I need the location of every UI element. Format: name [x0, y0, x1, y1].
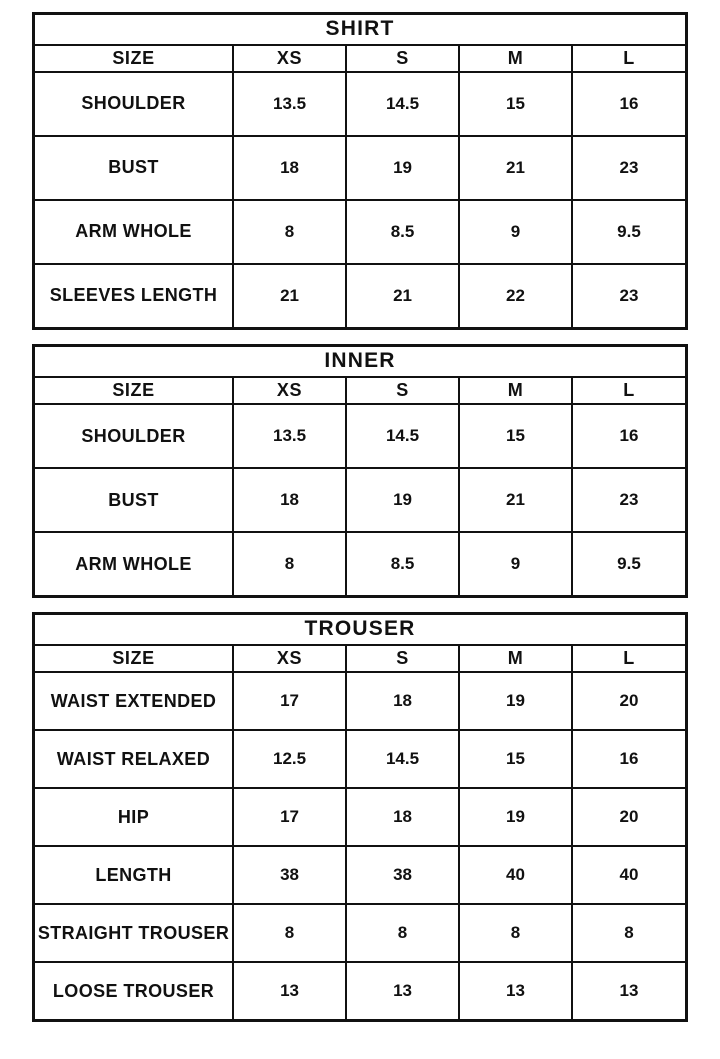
column-header-s: S — [346, 377, 459, 404]
row-value: 13 — [233, 962, 346, 1019]
row-value: 18 — [233, 468, 346, 532]
column-header-m: M — [459, 377, 572, 404]
table-trouser — [35, 615, 685, 1019]
column-header-xs: XS — [233, 377, 346, 404]
row-value: 18 — [346, 788, 459, 846]
column-header-l: L — [572, 45, 685, 72]
column-header-s: S — [346, 645, 459, 672]
row-label: SHOULDER — [35, 404, 233, 468]
row-value: 8 — [233, 532, 346, 595]
table-title-row — [35, 615, 685, 645]
column-header-xs: XS — [233, 645, 346, 672]
row-value: 13 — [346, 962, 459, 1019]
row-value: 21 — [459, 468, 572, 532]
row-label: ARM WHOLE — [35, 200, 233, 264]
row-value: 21 — [459, 136, 572, 200]
row-value: 9 — [459, 532, 572, 595]
row-value: 17 — [233, 672, 346, 730]
row-value: 14.5 — [346, 730, 459, 788]
row-value: 16 — [572, 72, 685, 136]
table-row — [35, 404, 685, 468]
table-row — [35, 72, 685, 136]
row-value: 38 — [346, 846, 459, 904]
row-value: 21 — [233, 264, 346, 327]
table-title: INNER — [35, 347, 685, 377]
row-value: 8.5 — [346, 200, 459, 264]
size-table-shirt — [32, 12, 688, 330]
row-value: 8 — [233, 200, 346, 264]
row-value: 23 — [572, 468, 685, 532]
table-title-row — [35, 15, 685, 45]
row-value: 20 — [572, 672, 685, 730]
row-value: 21 — [346, 264, 459, 327]
row-value: 40 — [459, 846, 572, 904]
row-value: 19 — [346, 468, 459, 532]
row-value: 13.5 — [233, 404, 346, 468]
row-value: 14.5 — [346, 404, 459, 468]
row-value: 15 — [459, 72, 572, 136]
row-value: 12.5 — [233, 730, 346, 788]
column-header-size: SIZE — [35, 645, 233, 672]
row-label: WAIST RELAXED — [35, 730, 233, 788]
column-header-s: S — [346, 45, 459, 72]
row-label: WAIST EXTENDED — [35, 672, 233, 730]
table-inner — [35, 347, 685, 595]
row-label: BUST — [35, 136, 233, 200]
table-row — [35, 200, 685, 264]
column-header-size: SIZE — [35, 377, 233, 404]
row-value: 40 — [572, 846, 685, 904]
row-value: 15 — [459, 730, 572, 788]
row-value: 13 — [459, 962, 572, 1019]
table-row — [35, 468, 685, 532]
table-row — [35, 264, 685, 327]
table-row — [35, 532, 685, 595]
table-title: TROUSER — [35, 615, 685, 645]
row-value: 8 — [459, 904, 572, 962]
table-header-row — [35, 645, 685, 672]
table-title-row — [35, 347, 685, 377]
row-value: 8 — [572, 904, 685, 962]
row-value: 18 — [346, 672, 459, 730]
row-label: LOOSE TROUSER — [35, 962, 233, 1019]
row-value: 22 — [459, 264, 572, 327]
row-value: 16 — [572, 730, 685, 788]
row-value: 18 — [233, 136, 346, 200]
row-value: 14.5 — [346, 72, 459, 136]
table-row — [35, 962, 685, 1019]
row-value: 8 — [233, 904, 346, 962]
row-value: 19 — [459, 788, 572, 846]
row-label: STRAIGHT TROUSER — [35, 904, 233, 962]
table-header-row — [35, 45, 685, 72]
column-header-m: M — [459, 645, 572, 672]
column-header-m: M — [459, 45, 572, 72]
row-value: 19 — [346, 136, 459, 200]
table-row — [35, 904, 685, 962]
row-value: 9.5 — [572, 532, 685, 595]
row-value: 13.5 — [233, 72, 346, 136]
column-header-size: SIZE — [35, 45, 233, 72]
column-header-l: L — [572, 645, 685, 672]
table-title: SHIRT — [35, 15, 685, 45]
row-value: 19 — [459, 672, 572, 730]
row-label: BUST — [35, 468, 233, 532]
row-label: ARM WHOLE — [35, 532, 233, 595]
row-label: LENGTH — [35, 846, 233, 904]
table-row — [35, 788, 685, 846]
size-table-trouser — [32, 612, 688, 1022]
table-shirt — [35, 15, 685, 327]
column-header-xs: XS — [233, 45, 346, 72]
row-value: 8 — [346, 904, 459, 962]
row-label: HIP — [35, 788, 233, 846]
row-value: 15 — [459, 404, 572, 468]
row-value: 38 — [233, 846, 346, 904]
row-value: 23 — [572, 264, 685, 327]
table-header-row — [35, 377, 685, 404]
row-value: 9 — [459, 200, 572, 264]
row-label: SLEEVES LENGTH — [35, 264, 233, 327]
table-row — [35, 136, 685, 200]
row-value: 8.5 — [346, 532, 459, 595]
row-value: 20 — [572, 788, 685, 846]
table-row — [35, 730, 685, 788]
table-row — [35, 846, 685, 904]
row-value: 13 — [572, 962, 685, 1019]
column-header-l: L — [572, 377, 685, 404]
row-value: 23 — [572, 136, 685, 200]
row-label: SHOULDER — [35, 72, 233, 136]
row-value: 9.5 — [572, 200, 685, 264]
size-table-inner — [32, 344, 688, 598]
row-value: 16 — [572, 404, 685, 468]
table-row — [35, 672, 685, 730]
row-value: 17 — [233, 788, 346, 846]
